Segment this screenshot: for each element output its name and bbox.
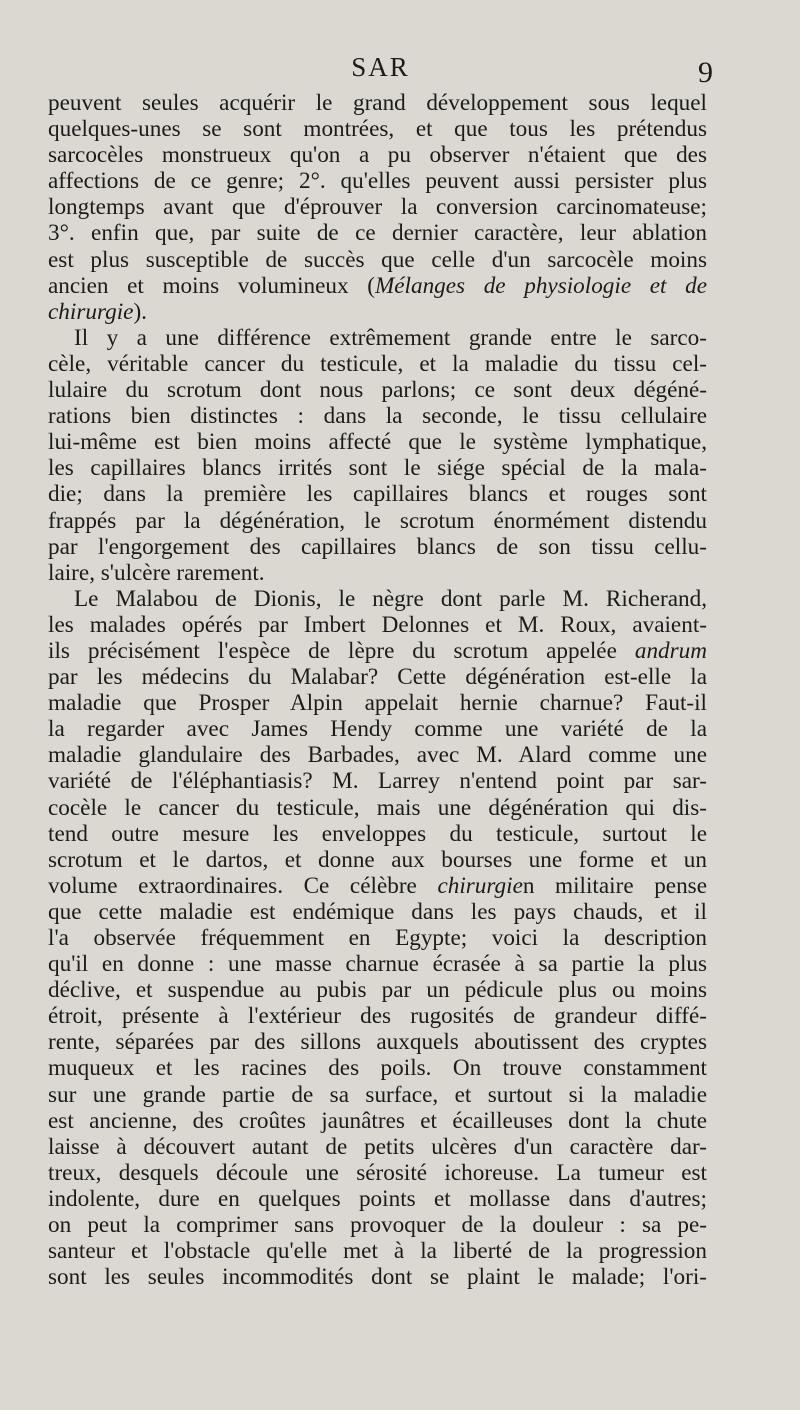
- page-number: 9: [698, 56, 713, 89]
- text-line: rente, séparées par des sillons auxquels aboutissent des cryptes: [48, 1029, 707, 1056]
- text-line: santeur et l'obstacle qu'elle met à la liberté de la progression: [48, 1238, 707, 1265]
- text-line: lui-même est bien moins affecté que le système lymphatique,: [48, 429, 707, 456]
- text-line: longtemps avant que d'éprouver la conversion carcinomateuse;: [48, 194, 707, 221]
- text-line: laire, s'ulcère rarement.: [48, 559, 265, 586]
- text-line: variété de l'éléphantiasis? M. Larrey n'entend point par sar-: [48, 768, 707, 795]
- text-line: tend outre mesure les enveloppes du testicule, surtout le: [48, 820, 707, 847]
- text-line: cocèle le cancer du testicule, mais une dégénération qui dis-: [48, 794, 707, 821]
- text-line: 3°. enfin que, par suite de ce dernier caractère, leur ablation: [48, 220, 707, 247]
- text-line: treux, desquels découle une sérosité ichoreuse. La tumeur est: [48, 1159, 707, 1186]
- text-line: quelques-unes se sont montrées, et que tous les prétendus: [48, 116, 707, 143]
- text-line: est plus susceptible de succès que celle d'un sarcocèle moins: [48, 246, 707, 273]
- text-line: on peut la comprimer sans provoquer de la douleur : sa pe-: [48, 1212, 707, 1239]
- running-head: SAR: [351, 52, 410, 82]
- text-line: Il y a une différence extrêmement grande entre le sarco-: [74, 324, 707, 351]
- text-line: les capillaires blancs irrités sont le siége spécial de la mala-: [48, 455, 707, 482]
- text-line: sarcocèles monstrueux qu'on a pu observer n'étaient que des: [48, 142, 707, 169]
- text-line: chirurgie).: [48, 298, 147, 325]
- text-line: par les médecins du Malabar? Cette dégénération est-elle la: [48, 664, 707, 691]
- text-line: die; dans la première les capillaires blancs et rouges sont: [48, 481, 707, 508]
- text-line: les malades opérés par Imbert Delonnes et M. Roux, avaient-: [48, 611, 707, 638]
- text-line: par l'engorgement des capillaires blancs de son tissu cellu-: [48, 533, 707, 560]
- text-line: est ancienne, des croûtes jaunâtres et écailleuses dont la chute: [48, 1107, 707, 1134]
- text-line: scrotum et le dartos, et donne aux bourses une forme et un: [48, 846, 707, 873]
- text-line: Le Malabou de Dionis, le nègre dont parle M. Richerand,: [74, 585, 707, 612]
- text-line: sur une grande partie de sa surface, et surtout si la maladie: [48, 1081, 707, 1108]
- text-line: que cette maladie est endémique dans les pays chauds, et il: [48, 898, 707, 925]
- text-line: rations bien distinctes : dans la seconde, le tissu cellulaire: [48, 403, 707, 430]
- text-line: maladie que Prosper Alpin appelait hernie charnue? Faut-il: [48, 690, 707, 717]
- text-line: frappés par la dégénération, le scrotum énormément distendu: [48, 507, 707, 534]
- text-line: sont les seules incommodités dont se plaint le malade; l'ori-: [48, 1264, 707, 1291]
- text-line: muqueux et les racines des poils. On trouve constamment: [48, 1055, 707, 1082]
- page-header: [48, 52, 713, 88]
- text-line: déclive, et suspendue au pubis par un pédicule plus ou moins: [48, 977, 707, 1004]
- text-line: la regarder avec James Hendy comme une variété de la: [48, 716, 707, 743]
- text-line: l'a observée fréquemment en Egypte; voici la description: [48, 925, 707, 951]
- text-line: étroit, présente à l'extérieur des rugosités de grandeur diffé-: [48, 1003, 707, 1030]
- text-line: ancien et moins volumineux (Mélanges de physiologie et de: [48, 272, 707, 299]
- text-line: cèle, véritable cancer du testicule, et la maladie du tissu cel-: [48, 350, 707, 377]
- text-line: affections de ce genre; 2°. qu'elles peuvent aussi persister plus: [48, 168, 707, 195]
- text-line: indolente, dure en quelques points et mollasse dans d'autres;: [48, 1185, 707, 1212]
- text-line: volume extraordinaires. Ce célèbre chirurgien militaire pense: [48, 872, 707, 899]
- text-line: lulaire du scrotum dont nous parlons; ce sont deux dégéné-: [48, 377, 707, 404]
- text-line: laisse à découvert autant de petits ulcères d'un caractère dar-: [48, 1133, 707, 1160]
- text-line: peuvent seules acquérir le grand développement sous lequel: [48, 90, 707, 116]
- text-line: maladie glandulaire des Barbades, avec M. Alard comme une: [48, 742, 707, 769]
- body-text: [48, 90, 707, 1290]
- text-line: ils précisément l'espèce de lèpre du scrotum appelée andrum: [48, 637, 707, 664]
- text-line: qu'il en donne : une masse charnue écrasée à sa partie la plus: [48, 951, 707, 978]
